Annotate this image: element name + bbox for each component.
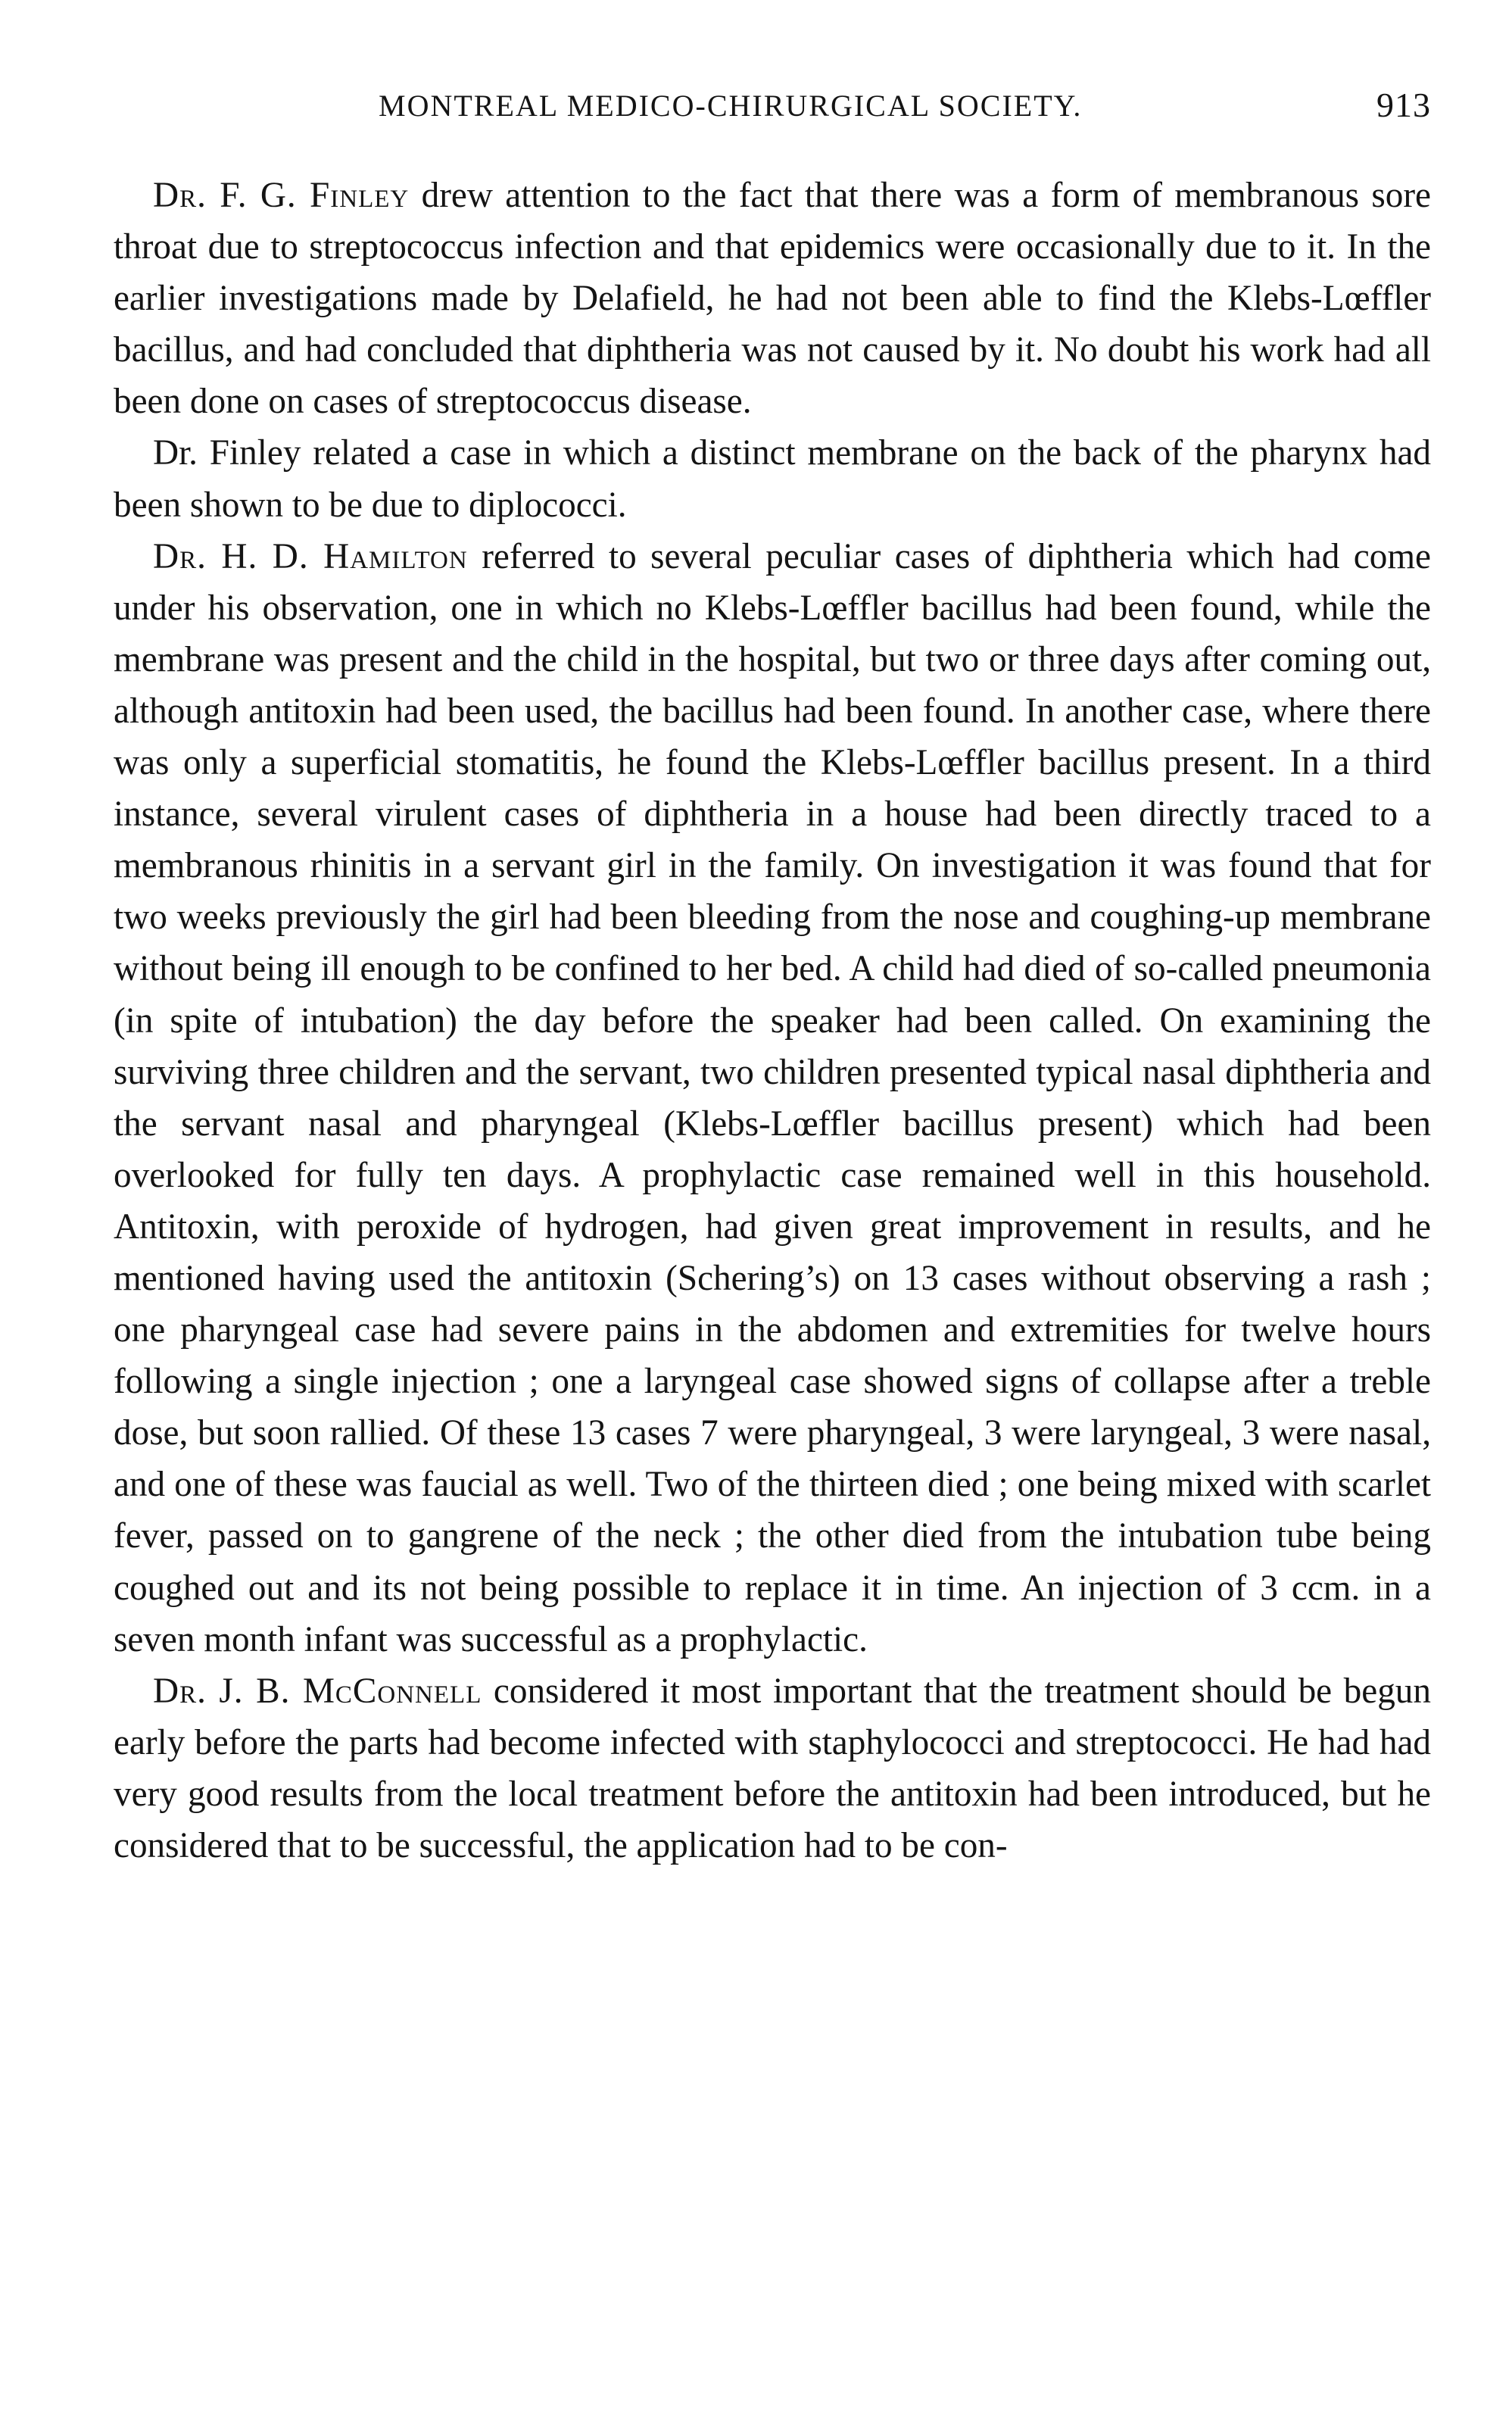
paragraph-text: referred to several peculiar cases of diphtheria which had come under his observation, one in which no Klebs-Lœffler bacillus had been found, while the membrane was present and the child in the hospital, but two or three days after coming out, although antitoxin had been used, the bacillus had been found. In another case, where there was only a superficial stomatitis, he found the Klebs-Lœffler bacillus present. In a third instance, several virulent cases of diphtheria in a house had been directly traced to a membranous rhinitis in a servant girl in the family. On investigation it was found that for two weeks previously the girl had been bleeding from the nose and coughing-up membrane without being ill enough to be confined to her bed. A child had died of so-called pneumonia (in spite of intubation) the day before the speaker had been called. On examining the surviving three children and the servant, two children presented typical nasal diphtheria and the servant nasal and pharyngeal (Klebs-Lœffler bacillus present) which had been overlooked for fully ten days. A prophylactic case remained well in this household. Antitoxin, with peroxide of hydrogen, had given great improvement in results, and he mentioned having used the antitoxin (Schering’s) on 13 cases without observing a rash ; one pharyngeal case had severe pains in the abdomen and extremities for twelve hours following a single injection ; one a laryngeal case showed signs of collapse after a treble dose, but soon rallied. Of these 13 cases 7 were pharyngeal, 3 were laryngeal, 3 were nasal, and one of these was faucial as well. Two of the thirteen died ; one being mixed with scarlet fever, passed on to gangrene of the neck ; the other died from the intubation tube being coughed out and its not being possible to replace it in time. An injection of 3 ccm. in a seven month infant was successful as a prophylactic.	[114, 536, 1431, 1659]
document-page	[114, 76, 1431, 1871]
running-head	[114, 76, 1431, 136]
paragraph-finley	[114, 170, 1431, 427]
paragraph-mcconnell	[114, 1665, 1431, 1871]
page-number: 913	[1376, 86, 1431, 124]
body-text	[114, 170, 1431, 1871]
paragraph-text: Dr. Finley related a case in which a distinct membrane on the back of the pharynx had been shown to be due to diplococci.	[114, 433, 1431, 525]
paragraph-text: considered it most important that the treatment should be begun early before the parts had become infected with staphylococci and streptococci. He had had very good results from the local treatment before the antitoxin had been introduced, but he considered that to be successful, the application had to be con-	[114, 1671, 1431, 1865]
running-head-title: MONTREAL MEDICO-CHIRURGICAL SOCIETY.	[379, 89, 1083, 123]
paragraph-hamilton	[114, 531, 1431, 1665]
speaker-name: Dr. J. B. McConnell	[153, 1671, 482, 1711]
speaker-name: Dr. H. D. Hamilton	[153, 536, 468, 576]
paragraph-finley-case	[114, 427, 1431, 530]
speaker-name: Dr. F. G. Finley	[153, 176, 410, 215]
paragraph-text: drew attention to the fact that there was a form of membranous sore throat due to streptococcus infection and that epidemics were occasionally due to it. In the earlier investigations made by Delafield, he had not been able to find the Klebs-Lœffler bacillus, and had concluded that diphtheria was not caused by it. No doubt his work had all been done on cases of streptococcus disease.	[114, 176, 1432, 422]
